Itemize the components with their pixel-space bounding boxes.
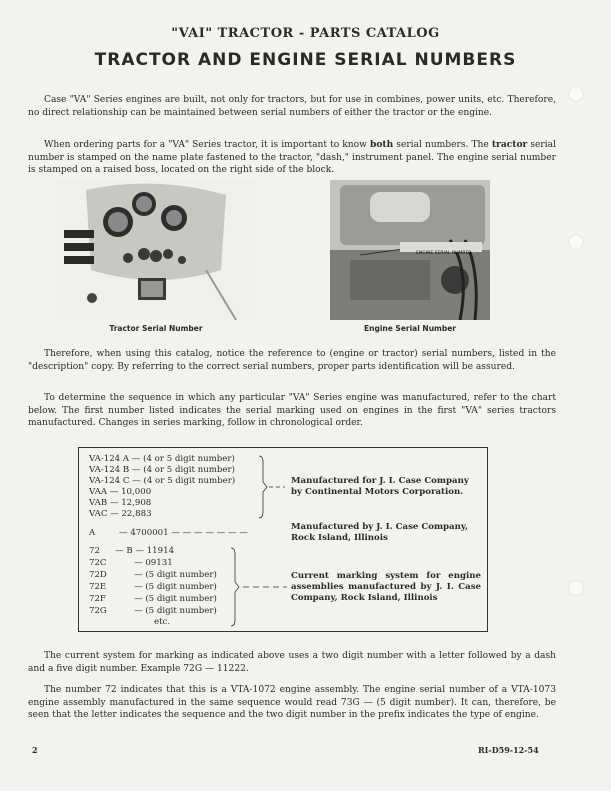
- catalog-usage-paragraph: Therefore, when using this catalog, notice the reference to (engine or tractor) serial numbers, listed in the "description" copy. By referring to the correct serial numbers, proper parts identification will be assured.: [28, 349, 556, 372]
- chart-row-value: — B — 11914: [115, 546, 175, 556]
- chart-row: VAB — 12,908: [89, 498, 152, 508]
- chart-row: VA-124 C — (4 or 5 digit number): [89, 476, 236, 486]
- tractor-photo-caption: Tractor Serial Number: [109, 324, 203, 333]
- chart-row-a-prefix: A: [89, 528, 96, 538]
- chart-row-prefix: 72D: [89, 570, 107, 580]
- chart-row-value: — (5 digit number): [134, 570, 217, 580]
- chart-row-value: — (5 digit number): [134, 606, 217, 616]
- tractor-dash-illustration: [56, 180, 256, 320]
- page-title: TRACTOR AND ENGINE SERIAL NUMBERS: [94, 50, 517, 70]
- group1-description: Manufactured for J. I. Case Company by Continental Motors Corporation.: [291, 476, 469, 497]
- group1-bracket: [257, 454, 287, 520]
- chart-row-prefix: 72E: [89, 582, 107, 592]
- catalog-header: "VAI" TRACTOR - PARTS CATALOG: [171, 26, 440, 41]
- chart-row-prefix: 72: [89, 546, 100, 556]
- group3-description: Current marking system for engine assemblies manufactured by J. I. Case Company, Rock Island, Illinois: [291, 571, 481, 603]
- chart-row: VAC — 22,883: [89, 509, 152, 519]
- tractor-dash-photo: [56, 180, 256, 320]
- engine-type-paragraph: The number 72 indicates that this is a VTA-1072 engine assembly. The engine serial number of a VTA-1073 engine assembly manufactured in the same sequence would read 73G — (5 digit number). It can, therefore, be seen that the letter indicates the sequence and the two digit number in the prefix indicates the type of engine.: [28, 685, 556, 720]
- sequence-paragraph: To determine the sequence in which any particular "VA" Series engine was manufactured, refer to the chart below. The first number listed indicates the serial marking used on engines in the first "VA" series tractors manufactured. Changes in series marking, follow in chronological order.: [28, 393, 556, 428]
- catalog-code: RI-D59-12-54: [478, 745, 539, 755]
- engine-photo-caption: Engine Serial Number: [363, 324, 457, 333]
- chart-row-value: — (5 digit number): [134, 582, 217, 592]
- group3-bracket: [229, 546, 289, 628]
- row-a-description: Manufactured by J. I. Case Company, Rock Island, Illinois: [291, 522, 469, 543]
- binder-hole: [568, 580, 584, 596]
- chart-row: VA-124 B — (4 or 5 digit number): [89, 465, 235, 475]
- chart-row-a-value: — 4700001 — — — — — — —: [119, 528, 248, 538]
- chart-row-value: etc.: [154, 617, 171, 627]
- binder-hole: [568, 86, 584, 102]
- engine-serial-label: ENGINE SERIAL NUMBER: [416, 251, 472, 256]
- chart-row-prefix: 72C: [89, 558, 107, 568]
- intro-paragraph: Case "VA" Series engines are built, not only for tractors, but for use in combines, power units, etc. Therefore, no direct relationship can be maintained between serial numbers of either the tractor or the engine.: [28, 95, 556, 118]
- ordering-paragraph: When ordering parts for a "VA" Series tractor, it is important to know both serial numbers. The tractor serial number is stamped on the name plate fastened to the tractor, "dash," instrument panel. The engine serial number is stamped on a raised boss, located on the right side of the block.: [28, 139, 557, 175]
- binder-hole: [568, 234, 584, 250]
- chart-row-prefix: 72G: [89, 606, 107, 616]
- chart-row-prefix: 72F: [89, 594, 106, 604]
- chart-row: VA-124 A — (4 or 5 digit number): [89, 454, 235, 464]
- chart-row-value: — 09131: [134, 558, 173, 568]
- engine-block-photo: [330, 180, 490, 320]
- page-number: 2: [32, 745, 38, 755]
- chart-row-value: — (5 digit number): [134, 594, 217, 604]
- engine-block-illustration: [330, 180, 490, 320]
- chart-row: VAA — 10,000: [89, 487, 152, 497]
- serial-number-chart: [78, 447, 488, 632]
- current-system-paragraph: The current system for marking as indicated above uses a two digit number with a letter followed by a dash and a five digit number. Example 72G — 11222.: [28, 651, 556, 674]
